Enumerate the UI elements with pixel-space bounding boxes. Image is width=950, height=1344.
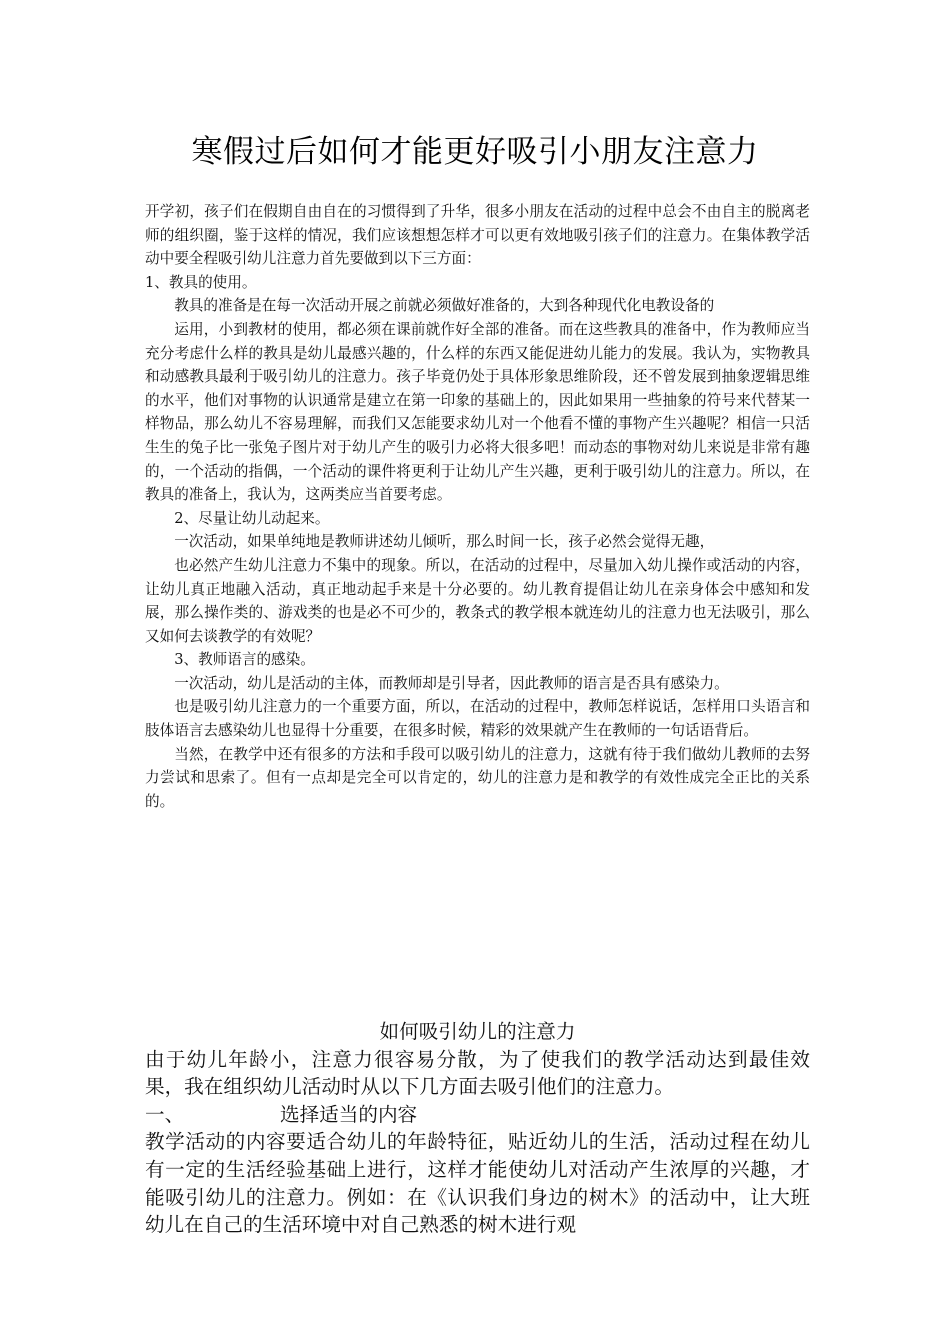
- paragraph-teaching-aids-body: 运用，小到教材的使用，都必须在课前就作好全部的准备。而在这些教具的准备中，作为教师应当充分考虑什么样的教具是幼儿最感兴趣的，什么样的东西又能促进幼儿能力的发展。我认为，实物教具和动感教具最利于吸引幼儿的注意力。孩子毕竟仍处于具体形象思维阶段，还不曾发展到抽象逻辑思维的水平，他们对事物的认识通常是建立在第一印象的基础上的，因此如果用一些抽象的符号来代替某一样物品，那么幼儿不容易理解，而我们又怎能要求幼儿对一个他看不懂的事物产生兴趣呢？相信一只活生生的兔子比一张兔子图片对于幼儿产生的吸引力必将大很多吧！而动态的事物对幼儿来说是非常有趣的，一个活动的指偶，一个活动的课件将更利于让幼儿产生兴趣，更利于吸引幼儿的注意力。所以，在教具的准备上，我认为，这两类应当首要考虑。: [145, 320, 810, 504]
- paragraph-teaching-aids-line1: 教具的准备是在每一次活动开展之前就必须做好准备的，大到各种现代化电教设备的: [174, 297, 715, 315]
- heading-let-children-move: 2、尽量让幼儿动起来。: [174, 509, 330, 527]
- paragraph-let-children-move-line1: 一次活动，如果单纯地是教师讲述幼儿倾听，那么时间一长，孩子必然会觉得无趣，: [174, 533, 715, 551]
- document-title: 寒假过后如何才能更好吸引小朋友注意力: [191, 134, 759, 170]
- list-item-1-number: 一、: [145, 1102, 185, 1126]
- paragraph-teacher-language-line1: 一次活动，幼儿是活动的主体，而教师却是引导者，因此教师的语言是否具有感染力。: [174, 674, 729, 692]
- heading-teacher-language: 3、教师语言的感染。: [174, 651, 315, 669]
- section-2: [145, 1018, 810, 1239]
- section-2-intro: 由于幼儿年龄小，注意力很容易分散，为了使我们的教学活动达到最佳效果，我在组织幼儿活动时从以下几方面去吸引他们的注意力。: [145, 1047, 810, 1099]
- paragraph-let-children-move-body: 也必然产生幼儿注意力不集中的现象。所以，在活动的过程中，尽量加入幼儿操作或活动的内容，让幼儿真正地融入活动，真正地动起手来是十分必要的。幼儿教育提倡让幼儿在亲身体会中感知和发展，那么操作类的、游戏类的也是必不可少的，教条式的教学根本就连幼儿的注意力也无法吸引，那么又如何去谈教学的有效呢？: [145, 556, 810, 645]
- section-2-paragraph: 教学活动的内容要适合幼儿的年龄特征，贴近幼儿的生活，活动过程在幼儿有一定的生活经验基础上进行，这样才能使幼儿对活动产生浓厚的兴趣，才能吸引幼儿的注意力。例如：在《认识我们身边的树木》的活动中，让大班幼儿在自己的生活环境中对自己熟悉的树木进行观: [145, 1130, 810, 1237]
- paragraph-conclusion: 当然，在教学中还有很多的方法和手段可以吸引幼儿的注意力，这就有待于我们做幼儿教师的去努力尝试和思索了。但有一点却是完全可以肯定的，幼儿的注意力是和教学的有效性成完全正比的关系的。: [145, 745, 810, 810]
- heading-teaching-aids: 1、教具的使用。: [145, 273, 257, 291]
- section-1: [145, 200, 810, 813]
- section-2-subtitle: 如何吸引幼儿的注意力: [379, 1020, 576, 1043]
- list-item-1-text: 选择适当的内容: [280, 1102, 418, 1126]
- list-item-1: [145, 1101, 810, 1129]
- paragraph-teacher-language-body: 也是吸引幼儿注意力的一个重要方面，所以，在活动的过程中，教师怎样说话，怎样用口头语言和肢体语言去感染幼儿也显得十分重要，在很多时候，精彩的效果就产生在教师的一句话语背后。: [145, 698, 810, 740]
- intro-paragraph: 开学初，孩子们在假期自由自在的习惯得到了升华，很多小朋友在活动的过程中总会不由自主的脱离老师的组织圈，鉴于这样的情况，我们应该想想怎样才可以更有效地吸引孩子们的注意力。在集体教学活动中要全程吸引幼儿注意力首先要做到以下三方面：: [145, 203, 810, 268]
